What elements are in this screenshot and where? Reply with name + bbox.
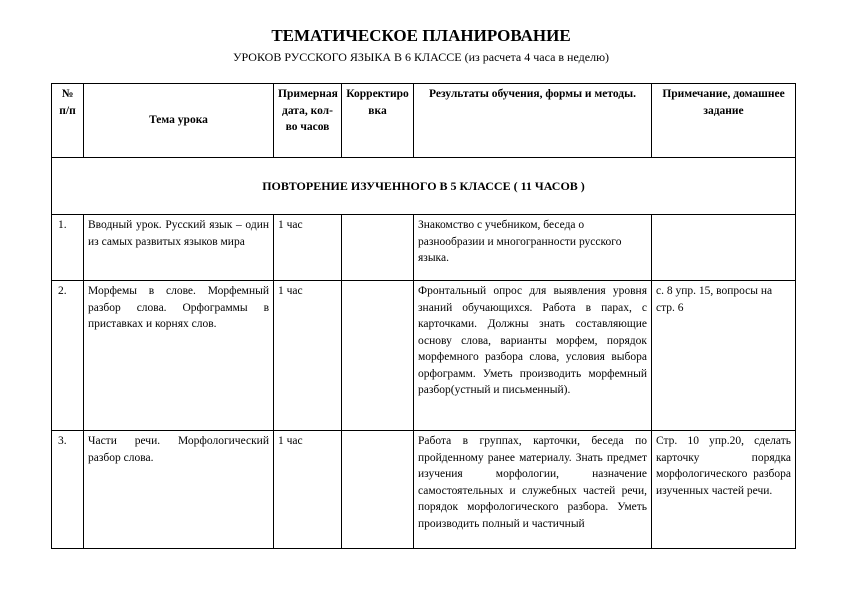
document-title: ТЕМАТИЧЕСКОЕ ПЛАНИРОВАНИЕ [271, 26, 571, 45]
table-row [52, 215, 796, 281]
row-num: 3. [52, 431, 84, 549]
table-header-row [52, 84, 796, 158]
row-results: Знакомство с учебником, беседа о разнообразии и многогранности русского языка. [414, 215, 652, 281]
section-row [52, 158, 796, 215]
row-results: Фронтальный опрос для выявления уровня знаний обучающихся. Работа в парах, с карточками. Должны знать составляющие основу слова, варианты морфем, порядок морфемного разбора слова, условия выбора орфограмм. Уметь производить морфемный разбор(устный и письменный). [414, 281, 652, 431]
table-row [52, 281, 796, 431]
row-num: 2. [52, 281, 84, 431]
header-note: Примечание, домашнее задание [652, 84, 796, 158]
row-topic: Части речи. Морфологический разбор слова. [84, 431, 274, 549]
document-subtitle: УРОКОВ РУССКОГО ЯЗЫКА В 6 КЛАССЕ (из расчета 4 часа в неделю) [232, 50, 610, 64]
planning-table [51, 83, 796, 549]
row-note: Стр. 10 упр.20, сделать карточку порядка морфологического разбора изученных частей речи. [652, 431, 796, 549]
row-date: 1 час [274, 215, 342, 281]
row-correction [342, 215, 414, 281]
header-results: Результаты обучения, формы и методы. [414, 84, 652, 158]
header-topic: Тема урока [84, 84, 274, 158]
row-correction [342, 431, 414, 549]
row-correction [342, 281, 414, 431]
section-heading: ПОВТОРЕНИЕ ИЗУЧЕННОГО В 5 КЛАССЕ ( 11 ЧАСОВ ) [52, 158, 796, 215]
row-note [652, 215, 796, 281]
row-topic: Морфемы в слове. Морфемный разбор слова. Орфограммы в приставках и корнях слов. [84, 281, 274, 431]
row-results: Работа в группах, карточки, беседа по пройденному ранее материалу. Знать предмет изучения морфологии, назначение самостоятельных и служебных частей речи, порядок морфологического разбора. Уметь производить полный и частичный [414, 431, 652, 549]
header-date: Примерная дата, кол-во часов [274, 84, 342, 158]
row-date: 1 час [274, 431, 342, 549]
row-note: с. 8 упр. 15, вопросы на стр. 6 [652, 281, 796, 431]
row-num: 1. [52, 215, 84, 281]
header-num: № п/п [52, 84, 84, 158]
row-date: 1 час [274, 281, 342, 431]
header-correction: Корректировка [342, 84, 414, 158]
table-row [52, 431, 796, 549]
row-topic: Вводный урок. Русский язык – один из самых развитых языков мира [84, 215, 274, 281]
